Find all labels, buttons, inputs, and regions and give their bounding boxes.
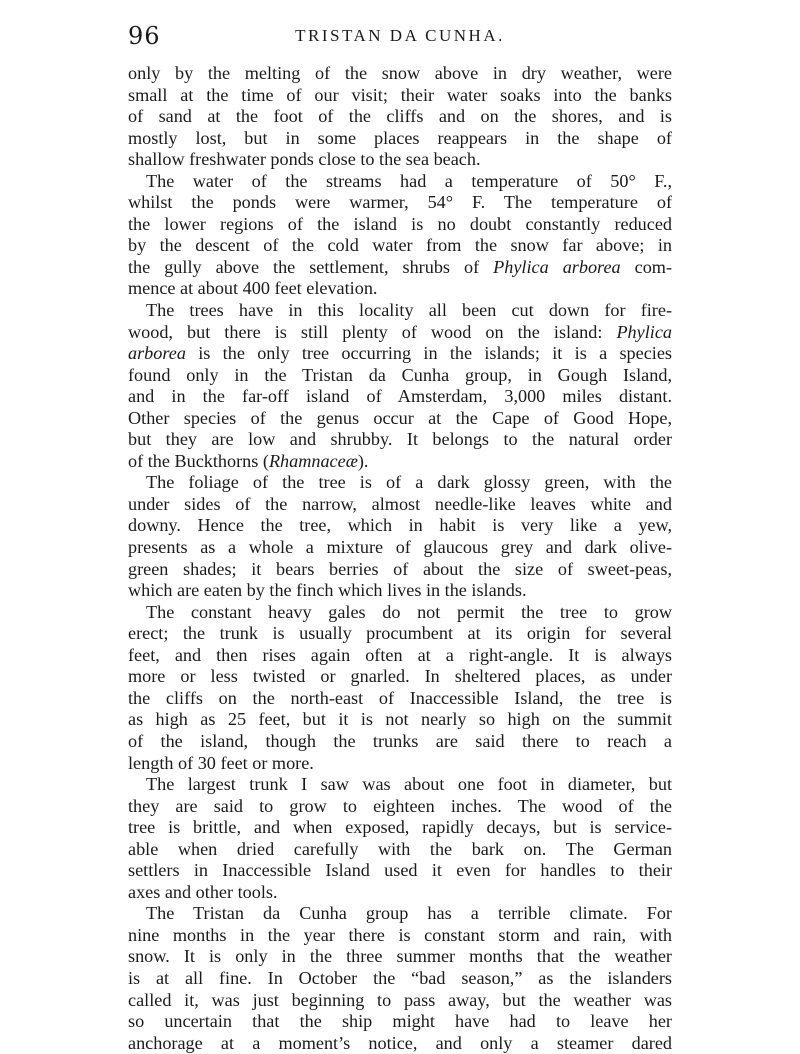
text-line: so uncertain that the ship might have had to leave her bbox=[128, 1011, 672, 1032]
text-line: able when dried carefully with the bark on. The German bbox=[128, 838, 672, 859]
text-line: which are eaten by the finch which lives in the islands. bbox=[128, 580, 527, 601]
paragraph bbox=[128, 903, 672, 1054]
text-line: nine months in the year there is constant storm and rain, with bbox=[128, 924, 672, 945]
text-line: The constant heavy gales do not permit the tree to grow bbox=[146, 601, 672, 622]
text-line: but they are low and shrubby. It belongs to the natural order bbox=[128, 429, 672, 450]
italic-term: Rhamnaceæ bbox=[268, 450, 358, 471]
text-line: settlers in Inaccessible Island used it even for handles to their bbox=[128, 860, 672, 881]
text-line: axes and other tools. bbox=[128, 881, 278, 902]
text-line: they are said to grow to eighteen inches. The wood of the bbox=[128, 795, 672, 816]
text-line: The foliage of the tree is of a dark glossy green, with the bbox=[146, 472, 672, 493]
paragraph bbox=[128, 774, 672, 903]
text-line: green shades; it bears berries of about the size of sweet-peas, bbox=[128, 558, 672, 579]
text-line: wood, but there is still plenty of wood on the island: Phylica bbox=[128, 321, 672, 342]
text-line: of sand at the foot of the cliffs and on the shores, and is bbox=[128, 106, 672, 127]
text-line: mence at about 400 feet elevation. bbox=[128, 278, 378, 299]
text-line: snow. It is only in the three summer months that the weather bbox=[128, 946, 672, 967]
text-line: by the descent of the cold water from the snow far above; in bbox=[128, 235, 672, 256]
text-line: the gully above the settlement, shrubs of Phylica arborea com- bbox=[128, 256, 672, 277]
text-line: The Tristan da Cunha group has a terrible climate. For bbox=[146, 903, 672, 924]
paragraph bbox=[128, 63, 672, 171]
text-line: feet, and then rises again often at a right-angle. It is always bbox=[128, 644, 672, 665]
italic-term: arborea bbox=[128, 343, 186, 364]
text-line: only by the melting of the snow above in dry weather, were bbox=[128, 63, 672, 83]
text-line: whilst the ponds were warmer, 54° F. The temperature of bbox=[128, 192, 672, 213]
text-line: is at all fine. In October the “bad season,” as the islanders bbox=[128, 967, 672, 988]
paragraph bbox=[128, 472, 672, 601]
text-line: small at the time of our visit; their water soaks into the banks bbox=[128, 84, 672, 105]
paragraph bbox=[128, 171, 672, 300]
text-line: shallow freshwater ponds close to the sea beach. bbox=[128, 149, 481, 170]
text-line: found only in the Tristan da Cunha group, in Gough Island, bbox=[128, 364, 672, 385]
text-line: arborea is the only tree occurring in the islands; it is a species bbox=[128, 343, 672, 364]
text-line: and in the far-off island of Amsterdam, 3,000 miles distant. bbox=[128, 386, 672, 407]
italic-term: Phylica arborea bbox=[493, 256, 621, 277]
text-line: erect; the trunk is usually procumbent at its origin for several bbox=[128, 623, 672, 644]
italic-term: Phylica bbox=[616, 321, 672, 342]
paragraph bbox=[128, 602, 672, 774]
text-line: The water of the streams had a temperature of 50° F., bbox=[146, 170, 672, 191]
text-line: downy. Hence the tree, which in habit is very like a yew, bbox=[128, 515, 672, 536]
text-line: the lower regions of the island is no doubt constantly reduced bbox=[128, 213, 672, 234]
text-line: length of 30 feet or more. bbox=[128, 752, 314, 773]
text-line: The trees have in this locality all been cut down for fire- bbox=[146, 300, 672, 321]
text-line: the cliffs on the north-east of Inaccessible Island, the tree is bbox=[128, 687, 672, 708]
text-line: Other species of the genus occur at the Cape of Good Hope, bbox=[128, 407, 672, 428]
text-line: presents as a whole a mixture of glaucous grey and dark olive- bbox=[128, 537, 672, 558]
page-header bbox=[128, 20, 672, 52]
paragraph bbox=[128, 300, 672, 472]
text-line: as high as 25 feet, but it is not nearly so high on the summit bbox=[128, 709, 672, 730]
text-line: called it, was just beginning to pass away, but the weather was bbox=[128, 989, 672, 1010]
text-line: under sides of the narrow, almost needle-like leaves white and bbox=[128, 493, 672, 514]
body-text bbox=[128, 63, 672, 1054]
text-line: anchorage at a moment’s notice, and only a steamer dared bbox=[128, 1032, 672, 1053]
text-line: more or less twisted or gnarled. In sheltered places, as under bbox=[128, 666, 672, 687]
text-line: The largest trunk I saw was about one foot in diameter, but bbox=[146, 774, 672, 795]
text-line: of the Buckthorns (Rhamnaceæ). bbox=[128, 450, 369, 471]
page-number: 96 bbox=[128, 22, 161, 50]
text-line: tree is brittle, and when exposed, rapidly decays, but is service- bbox=[128, 817, 672, 838]
running-head: TRISTAN DA CUNHA. bbox=[295, 26, 505, 45]
text-line: mostly lost, but in some places reappears in the shape of bbox=[128, 127, 672, 148]
text-line: of the island, though the trunks are said there to reach a bbox=[128, 730, 672, 751]
